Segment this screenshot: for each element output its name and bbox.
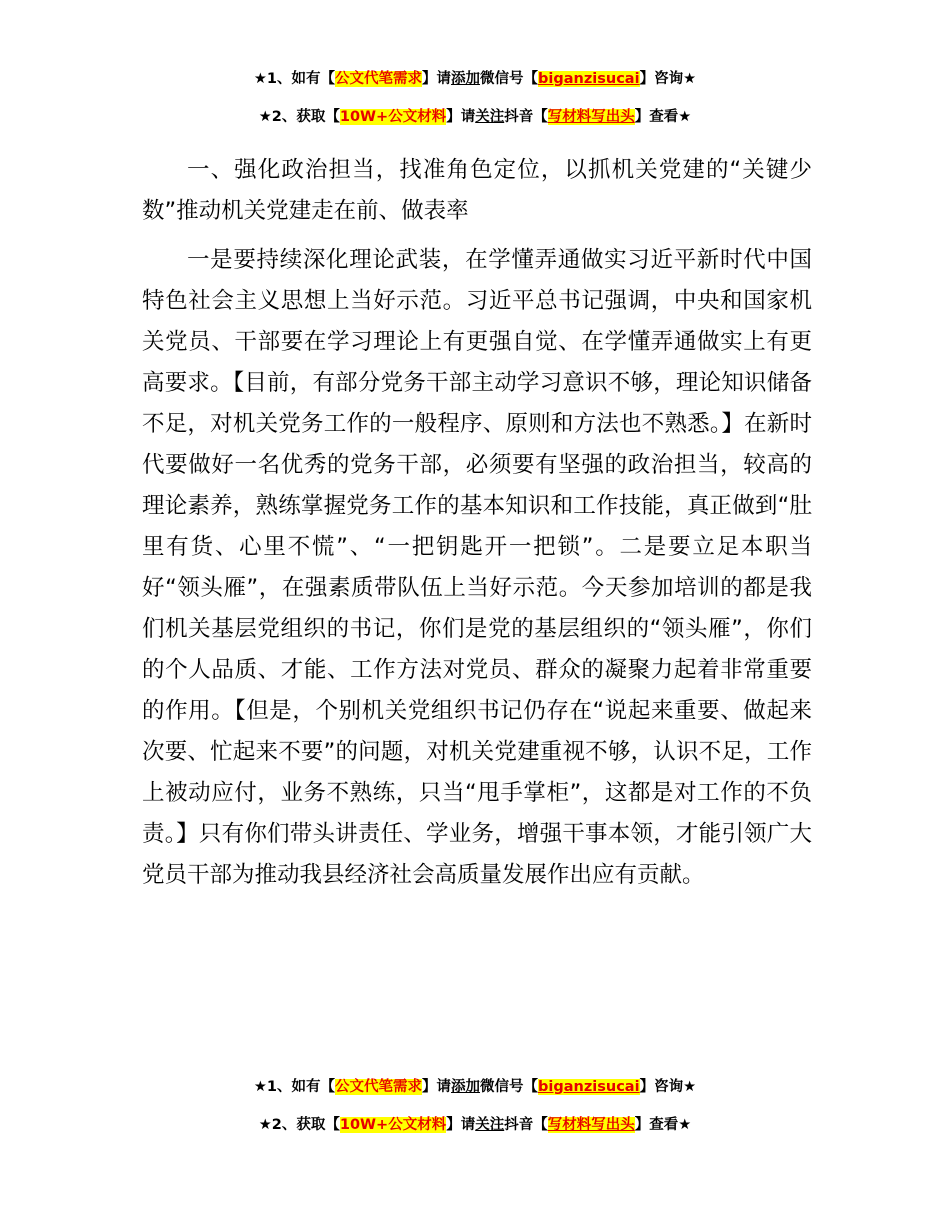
add-emphasis: 添加	[451, 71, 481, 87]
service-highlight: 公文代笔需求	[335, 1079, 423, 1095]
follow-emphasis: 关注	[475, 109, 505, 125]
banner-text: ★2、获取【	[258, 1117, 340, 1133]
wechat-id-highlight[interactable]: biganzisucai	[538, 71, 640, 87]
banner-text: 抖音【	[504, 1117, 548, 1133]
banner-text: 】请	[422, 1079, 452, 1095]
footer-banner-line-1	[0, 1076, 950, 1098]
banner-text: 】咨询★	[639, 71, 697, 87]
banner-text: 微信号【	[480, 1079, 539, 1095]
materials-highlight: 10W+公文材料	[339, 1117, 447, 1133]
materials-highlight: 10W+公文材料	[339, 109, 447, 125]
section-heading: 一、强化政治担当，找准角色定位，以抓机关党建的“关键少数”推动机关党建走在前、做表率	[142, 157, 812, 224]
banner-text: 】请	[422, 71, 452, 87]
service-highlight: 公文代笔需求	[335, 71, 423, 87]
wechat-id-highlight[interactable]: biganzisucai	[538, 1079, 640, 1095]
banner-text: ★1、如有【	[253, 71, 336, 87]
follow-emphasis: 关注	[475, 1117, 505, 1133]
banner-text: 】查看★	[634, 1117, 692, 1133]
douyin-account-highlight[interactable]: 写材料写出头	[547, 109, 635, 125]
banner-text: 】请	[446, 109, 476, 125]
banner-text: ★1、如有【	[253, 1079, 336, 1095]
document-body	[142, 150, 812, 902]
banner-line-1	[0, 68, 950, 90]
banner-text: 】咨询★	[639, 1079, 697, 1095]
body-paragraph: 一是要持续深化理论武装，在学懂弄通做实习近平新时代中国特色社会主义思想上当好示范。习近平总书记强调，中央和国家机关党员、干部要在学习理论上有更强自觉、在学懂弄通做实上有更高要求。【目前，有部分党务干部主动学习意识不够，理论知识储备不足，对机关党务工作的一般程序、原则和方法也不熟悉。】在新时代要做好一名优秀的党务干部，必须要有坚强的政治担当，较高的理论素养，熟练掌握党务工作的基本知识和工作技能，真正做到“肚里有货、心里不慌”、“一把钥匙开一把锁”。二是要立足本职当好“领头雁”，在强素质带队伍上当好示范。今天参加培训的都是我们机关基层党组织的书记，你们是党的基层组织的“领头雁”，你们的个人品质、才能、工作方法对党员、群众的凝聚力起着非常重要的作用。【但是，个别机关党组织书记仍存在“说起来重要、做起来次要、忙起来不要”的问题，对机关党建重视不够，认识不足，工作上被动应付，业务不熟练，只当“甩手掌柜”，这都是对工作的不负责。】只有你们带头讲责任、学业务，增强干事本领，才能引领广大党员干部为推动我县经济社会高质量发展作出应有贡献。	[142, 247, 812, 888]
banner-text: 微信号【	[480, 71, 539, 87]
banner-text: 】查看★	[634, 109, 692, 125]
banner-text: ★2、获取【	[258, 109, 340, 125]
banner-text: 】请	[446, 1117, 476, 1133]
banner-line-2	[0, 106, 950, 128]
douyin-account-highlight[interactable]: 写材料写出头	[547, 1117, 635, 1133]
add-emphasis: 添加	[451, 1079, 481, 1095]
footer-banner-line-2	[0, 1114, 950, 1136]
banner-text: 抖音【	[504, 109, 548, 125]
